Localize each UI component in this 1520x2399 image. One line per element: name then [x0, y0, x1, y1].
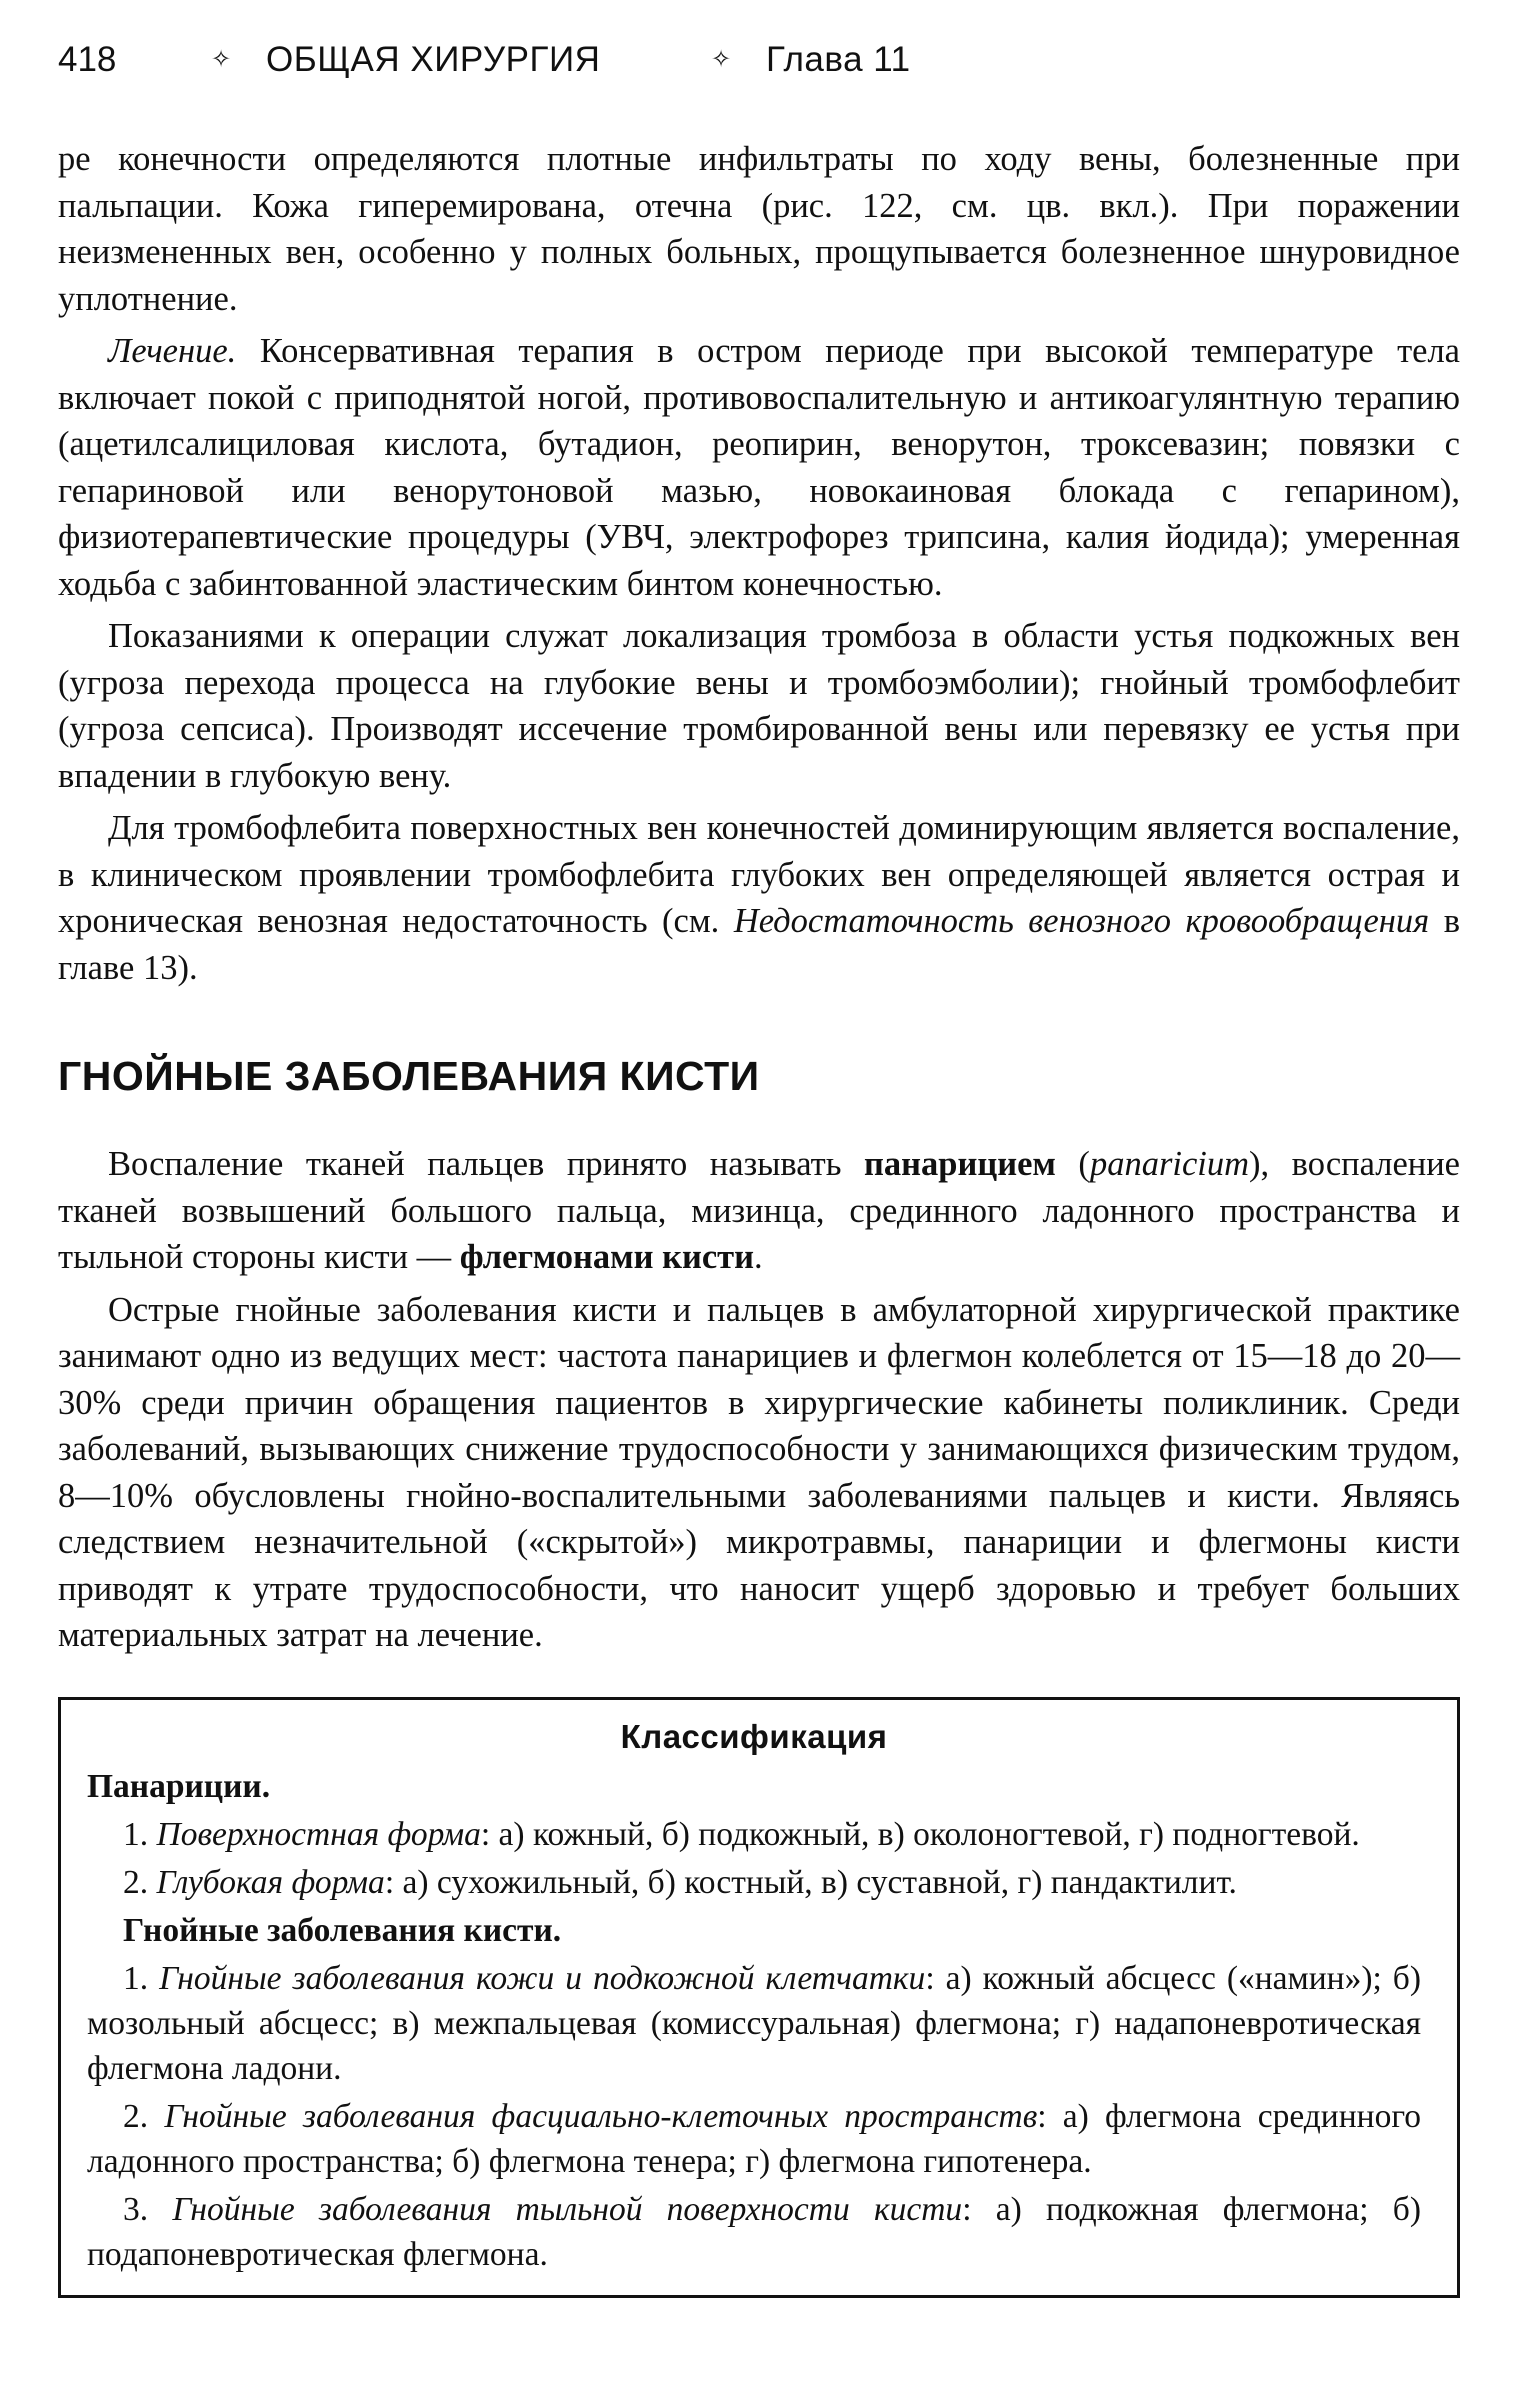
- continued-text: [58, 136, 1460, 991]
- chapter-label: Глава 11: [766, 40, 911, 79]
- paragraph-definition: Воспаление тканей пальцев принято называть панарицием (panaricium), воспаление тканей возвышений большого пальца, мизинца, срединного ладонного пространства и тыльной стороны кисти — флегмонами кисти.: [58, 1145, 1460, 1276]
- book-title: ОБЩАЯ ХИРУРГИЯ: [266, 40, 601, 79]
- classification-item: 2. Глубокая форма: а) сухожильный, б) костный, в) суставной, г) пандактилит.: [123, 1863, 1237, 1901]
- paragraph-statistics: Острые гнойные заболевания кисти и пальцев в амбулаторной хирургической практике занимают одно из ведущих мест: частота панарициев и флегмон колеблется от 15—18 до 20—30% среди причин обращения пациентов в хирургические кабинеты поликлиник. Среди заболеваний, вызывающих снижение трудоспособности у занимающихся физическим трудом, 8—10% обусловлены гнойно-воспалительными заболеваниями пальцев и кисти. Являясь следствием незначительной («скрытой») микротравмы, панариции и флегмоны кисти приводят к утрате трудоспособности, что наносит ущерб здоровью и требует больших материальных затрат на лечение.: [58, 1290, 1460, 1654]
- group-heading-panaritium: Панариции.: [87, 1767, 271, 1805]
- classification-box: [58, 1697, 1460, 2298]
- running-header: [58, 40, 1460, 100]
- diamond-separator-icon: ✧: [710, 46, 732, 73]
- term-phlegmon: флегмонами кисти: [459, 1238, 755, 1276]
- classification-title: Классификация: [620, 1717, 888, 1755]
- treatment-label: Лечение.: [108, 332, 237, 370]
- term-panaritium: панарицием: [864, 1145, 1056, 1183]
- classification-item: 1. Гнойные заболевания кожи и подкожной клетчатки: а) кожный абсцесс («намин»); б) мозольный абсцесс; в) межпальцевая (комиссуральная) флегмона; г) надапоневротическая флегмона ладони.: [87, 1959, 1422, 2087]
- group-heading-hand: Гнойные заболевания кисти.: [123, 1911, 562, 1949]
- classification-item: 2. Гнойные заболевания фасциально-клеточных пространств: а) флегмона срединного ладонного пространства; б) флегмона тенера; г) флегмона гипотенера.: [87, 2097, 1421, 2180]
- paragraph: ре конечности определяются плотные инфильтраты по ходу вены, болезненные при пальпации. Кожа гиперемирована, отечна (рис. 122, см. цв. вкл.). При поражении неизмененных вен, особенно у полных больных, прощупывается болезненное шнуровидное уплотнение.: [58, 140, 1460, 318]
- paragraph-treatment: Лечение. Консервативная терапия в остром периоде при высокой температуре тела включает покой с приподнятой ногой, противовоспалительную и антикоагулянтную терапию (ацетилсалициловая кислота, бутадион, реопирин, венорутон, троксевазин; повязки с гепариновой или венорутоновой мазью, новокаиновая блокада с гепарином), физиотерапевтические процедуры (УВЧ, электрофорез трипсина, калия йодида); умеренная ходьба с забинтованной эластическим бинтом конечностью.: [58, 332, 1460, 603]
- book-page: [58, 40, 1460, 2298]
- section-heading: ГНОЙНЫЕ ЗАБОЛЕВАНИЯ КИСТИ: [58, 1053, 760, 1099]
- latin-term: panaricium: [1089, 1145, 1250, 1183]
- diamond-separator-icon: ✧: [210, 46, 232, 73]
- classification-item: 3. Гнойные заболевания тыльной поверхности кисти: а) подкожная флегмона; б) подапоневротическая флегмона.: [87, 2190, 1422, 2273]
- classification-item: 1. Поверхностная форма: а) кожный, б) подкожный, в) околоногтевой, г) подногтевой.: [123, 1815, 1360, 1853]
- paragraph-thrombophlebitis: Для тромбофлебита поверхностных вен конечностей доминирующим является воспаление, в клиническом проявлении тромбофлебита глубоких вен определяющей является острая и хроническая венозная недостаточность (см. Недостаточность венозного кровообращения в главе 13).: [58, 809, 1460, 987]
- cross-reference: Недостаточность венозного кровообращения: [733, 902, 1430, 940]
- page-number: 418: [58, 40, 117, 79]
- paragraph-indications: Показаниями к операции служат локализация тромбоза в области устья подкожных вен (угроза перехода процесса на глубокие вены и тромбоэмболии); гнойный тромбофлебит (угроза сепсиса). Производят иссечение тромбированной вены или перевязку ее устья при впадении в глубокую вену.: [58, 617, 1460, 795]
